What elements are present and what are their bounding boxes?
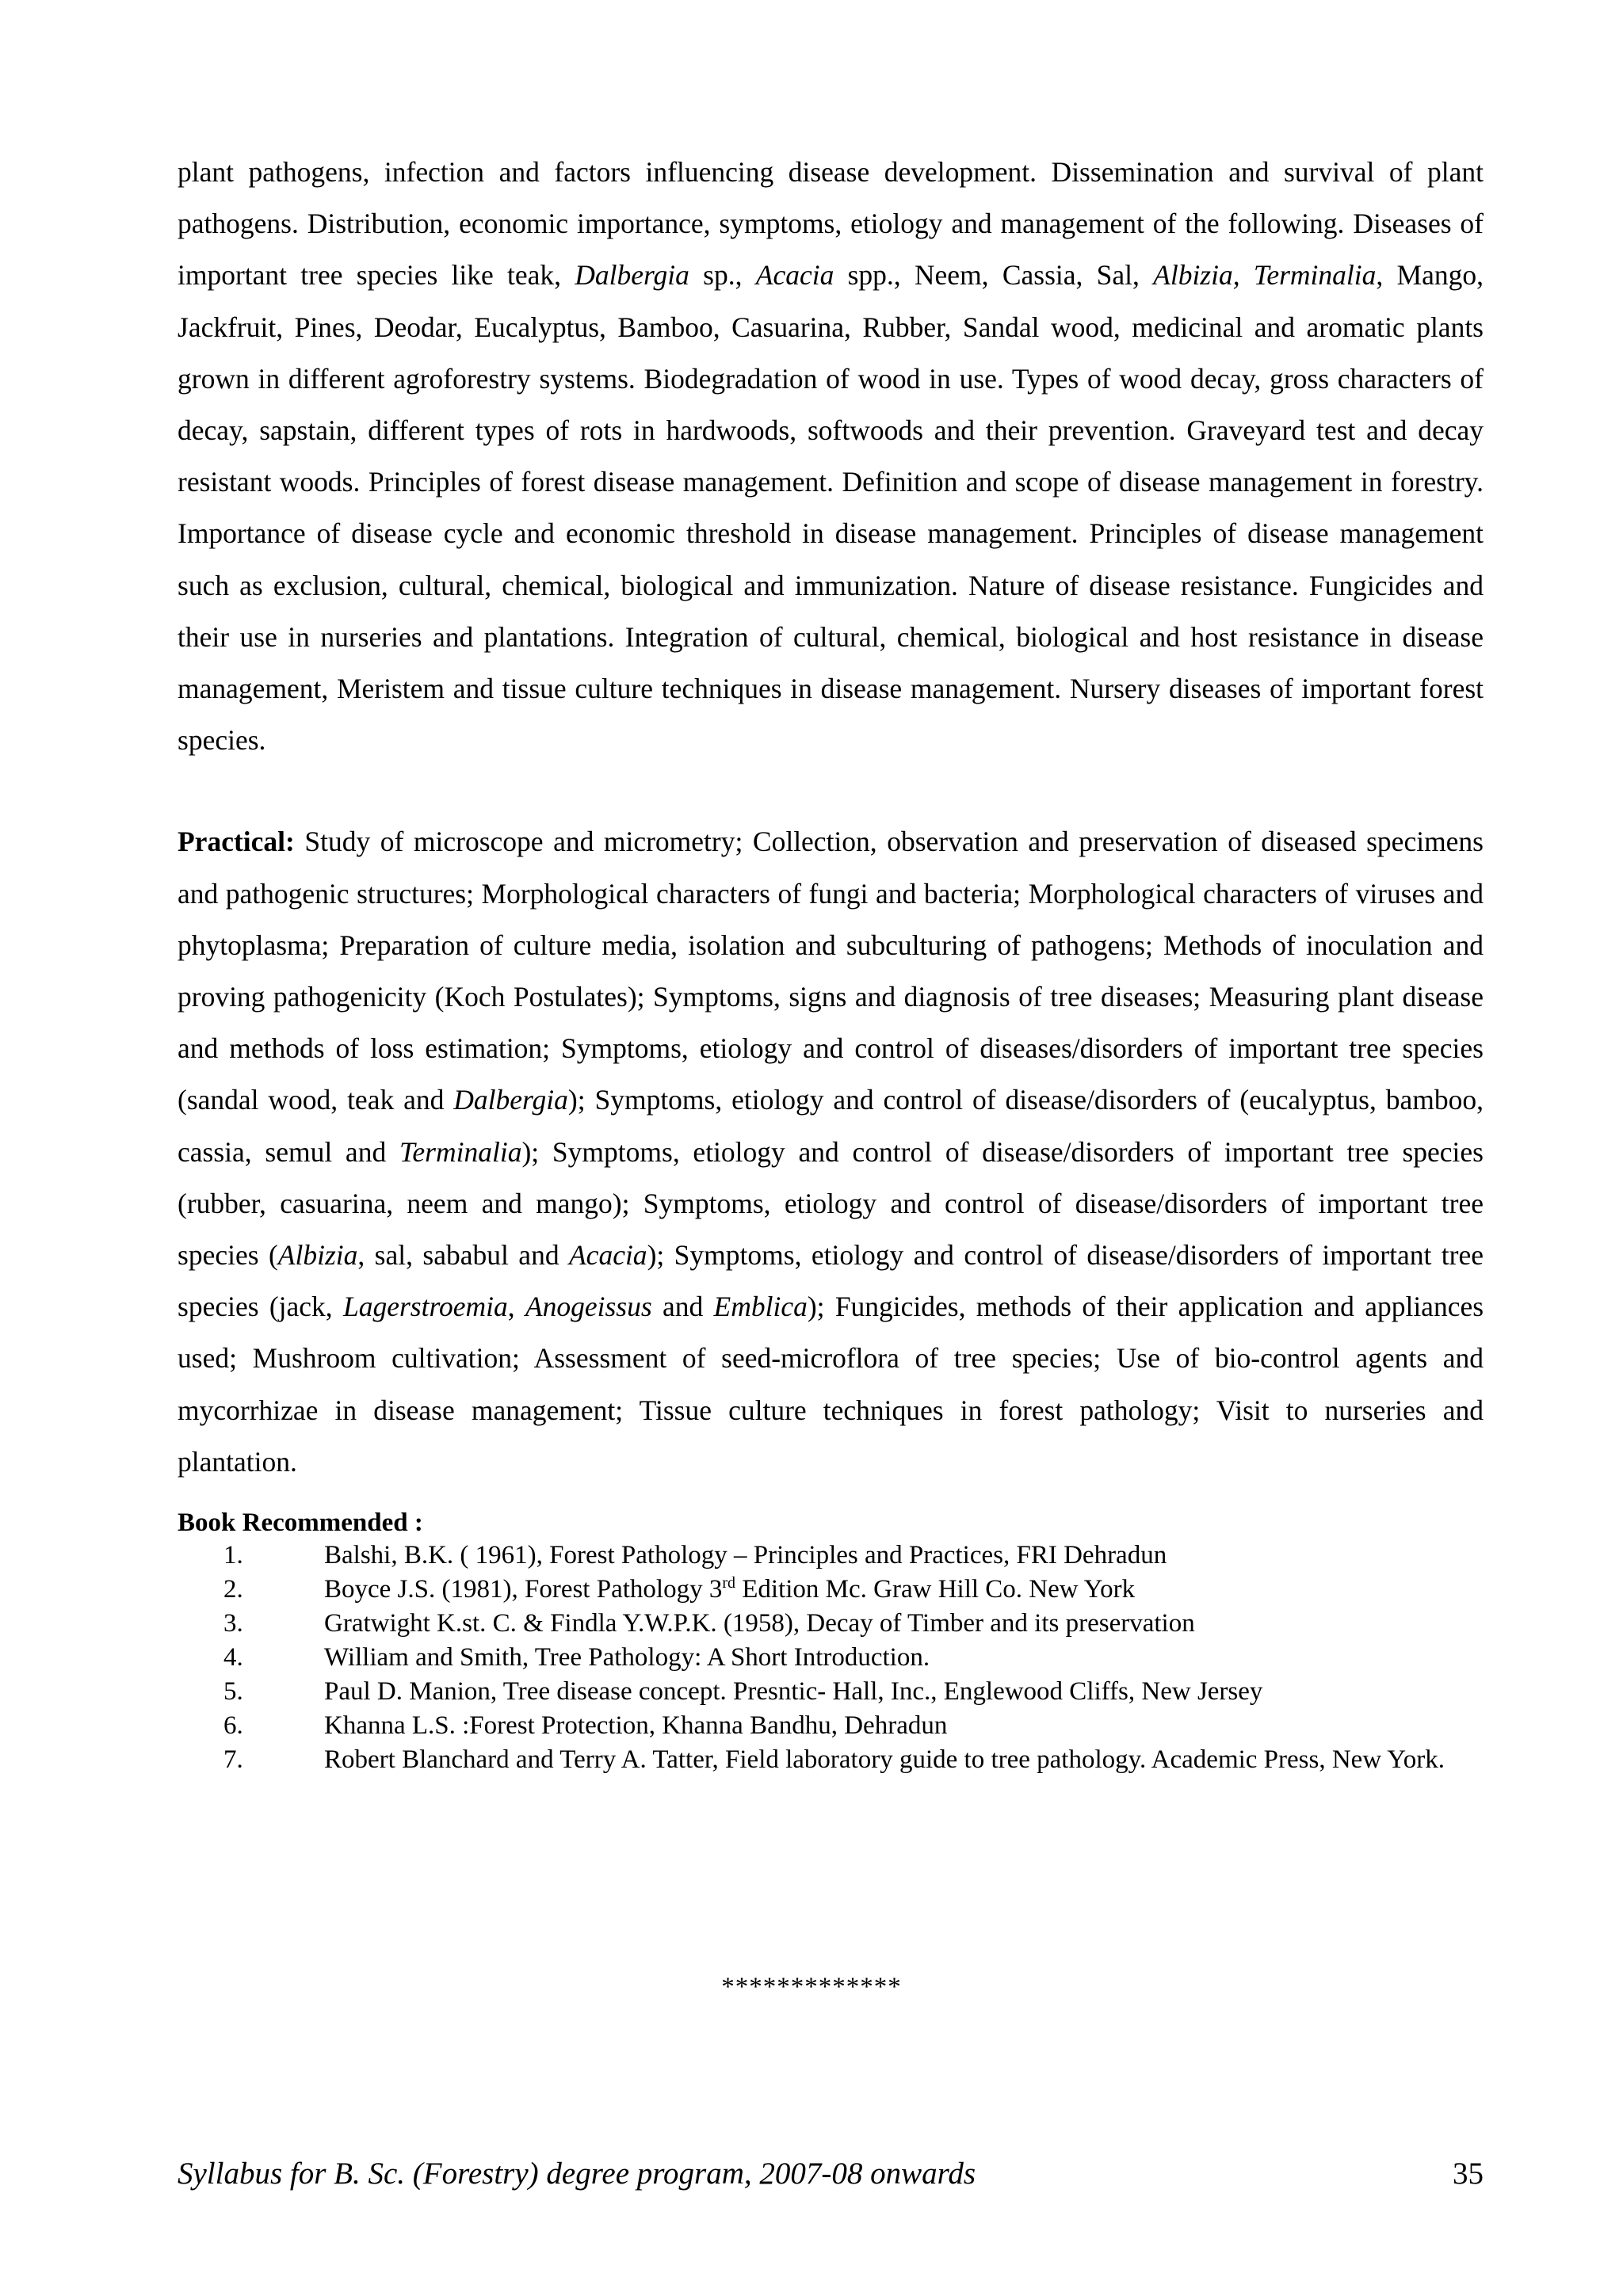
book-list xyxy=(178,1539,1484,1777)
book-number: 4. xyxy=(223,1643,243,1672)
book-item xyxy=(178,1573,1484,1607)
book-citation: William and Smith, Tree Pathology: A Short Introduction. xyxy=(324,1643,930,1672)
practical-text: ); Symptoms, etiology and control of disease/disorders of important tree species (rubber, casuarina, neem and mango); Symptoms, etiology and control of disease/disorders of important tree species ( xyxy=(178,1135,1484,1272)
book-number: 3. xyxy=(223,1609,243,1638)
book-item xyxy=(178,1743,1484,1777)
body-paragraph xyxy=(178,147,1484,766)
practical-label: Practical: xyxy=(178,826,295,858)
book-item xyxy=(178,1641,1484,1675)
practical-italic-term: Emblica xyxy=(713,1291,808,1323)
book-item xyxy=(178,1607,1484,1641)
practical-text: Study of microscope and micrometry; Collection, observation and preservation of diseased specimens and pathogenic structures; Morphological characters of fungi and bacteria; Morphological characters of viruses and phytoplasma; Preparation of culture media, isolation and subculturing of pathogens; Methods of inoculation and proving pathogenicity (Koch Postulates); Symptoms, signs and diagnosis of tree diseases; Measuring plant disease and methods of loss estimation; Symptoms, etiology and control of diseases/disorders of important tree species (sandal wood, teak and xyxy=(178,826,1484,1116)
page-content xyxy=(178,147,1484,1777)
practical-text: , xyxy=(507,1291,525,1323)
practical-paragraph xyxy=(178,816,1484,1488)
book-item xyxy=(178,1539,1484,1573)
practical-text: ); Symptoms, etiology and control of disease/disorders of important tree species (jack, xyxy=(178,1239,1484,1323)
book-citation: Khanna L.S. :Forest Protection, Khanna Bandhu, Dehradun xyxy=(324,1711,948,1741)
practical-italic-term: Albizia xyxy=(277,1239,358,1272)
book-citation: Edition Mc. Graw Hill Co. New York xyxy=(735,1575,1136,1604)
book-number: 5. xyxy=(223,1677,243,1707)
body-text: , Mango, Jackfruit, Pines, Deodar, Eucalyptus, Bamboo, Casuarina, Rubber, Sandal wood, medicinal and aromatic plants grown in different agroforestry systems. Biodegradation of wood in use. Types of wood decay, gross characters of decay, sapstain, different types of rots in hardwoods, softwoods and their prevention. Graveyard test and decay resistant woods. Principles of forest disease management. Definition and scope of disease management in forestry. Importance of disease cycle and economic threshold in disease management. Principles of disease management such as exclusion, cultural, chemical, biological and immunization. Nature of disease resistance. Fungicides and their use in nurseries and plantations. Integration of cultural, chemical, biological and host resistance in disease management, Meristem and tissue culture techniques in disease management. Nursery diseases of important forest species. xyxy=(178,259,1484,757)
body-italic-term: Dalbergia xyxy=(575,259,689,292)
book-citation: Robert Blanchard and Terry A. Tatter, Field laboratory guide to tree pathology. Academic Press, New York. xyxy=(324,1745,1445,1775)
practical-italic-term: Acacia xyxy=(569,1239,647,1272)
body-italic-term: Acacia xyxy=(755,259,834,292)
practical-text: , sal, sababul and xyxy=(357,1239,569,1272)
book-citation: Boyce J.S. (1981), Forest Pathology 3 xyxy=(324,1575,723,1604)
book-number: 7. xyxy=(223,1745,243,1775)
book-number: 1. xyxy=(223,1541,243,1570)
books-heading: Book Recommended : xyxy=(178,1508,423,1538)
page-number: 35 xyxy=(1453,2157,1484,2191)
practical-italic-term: Anogeissus xyxy=(525,1291,652,1323)
practical-text: ); Fungicides, methods of their application and appliances used; Mushroom cultivation; Assessment of seed-microflora of tree species; Use of bio-control agents and mycorrhizae in disease management; Tissue culture techniques in forest pathology; Visit to nurseries and plantation. xyxy=(178,1291,1484,1478)
body-italic-term: Albizia, Terminalia xyxy=(1153,259,1377,292)
book-number: 6. xyxy=(223,1711,243,1741)
practical-italic-term: Lagerstroemia xyxy=(342,1291,508,1323)
body-text: sp., xyxy=(689,259,756,292)
ordinal-suffix: rd xyxy=(722,1574,735,1592)
book-citation: Paul D. Manion, Tree disease concept. Presntic- Hall, Inc., Englewood Cliffs, New Jersey xyxy=(324,1677,1263,1707)
body-text: plant pathogens, infection and factors influencing disease development. Dissemination and survival of plant pathogens. Distribution, economic importance, symptoms, etiology and management of the following. Diseases of important tree species like teak, xyxy=(178,156,1484,292)
practical-italic-term: Terminalia xyxy=(399,1135,522,1168)
body-text: spp., Neem, Cassia, Sal, xyxy=(834,259,1154,292)
book-item xyxy=(178,1675,1484,1709)
section-separator: ************* xyxy=(721,1973,902,2001)
book-number: 2. xyxy=(223,1575,243,1604)
footer-title: Syllabus for B. Sc. (Forestry) degree program, 2007-08 onwards xyxy=(178,2157,976,2191)
book-citation: Gratwight K.st. C. & Findla Y.W.P.K. (1958), Decay of Timber and its preservation xyxy=(324,1609,1195,1638)
practical-italic-term: Dalbergia xyxy=(453,1084,568,1116)
book-item xyxy=(178,1709,1484,1743)
practical-text: and xyxy=(651,1291,714,1323)
book-citation: Balshi, B.K. ( 1961), Forest Pathology – Principles and Practices, FRI Dehradun xyxy=(324,1541,1167,1570)
practical-text: ); Symptoms, etiology and control of disease/disorders of (eucalyptus, bamboo, cassia, semul and xyxy=(178,1084,1484,1168)
